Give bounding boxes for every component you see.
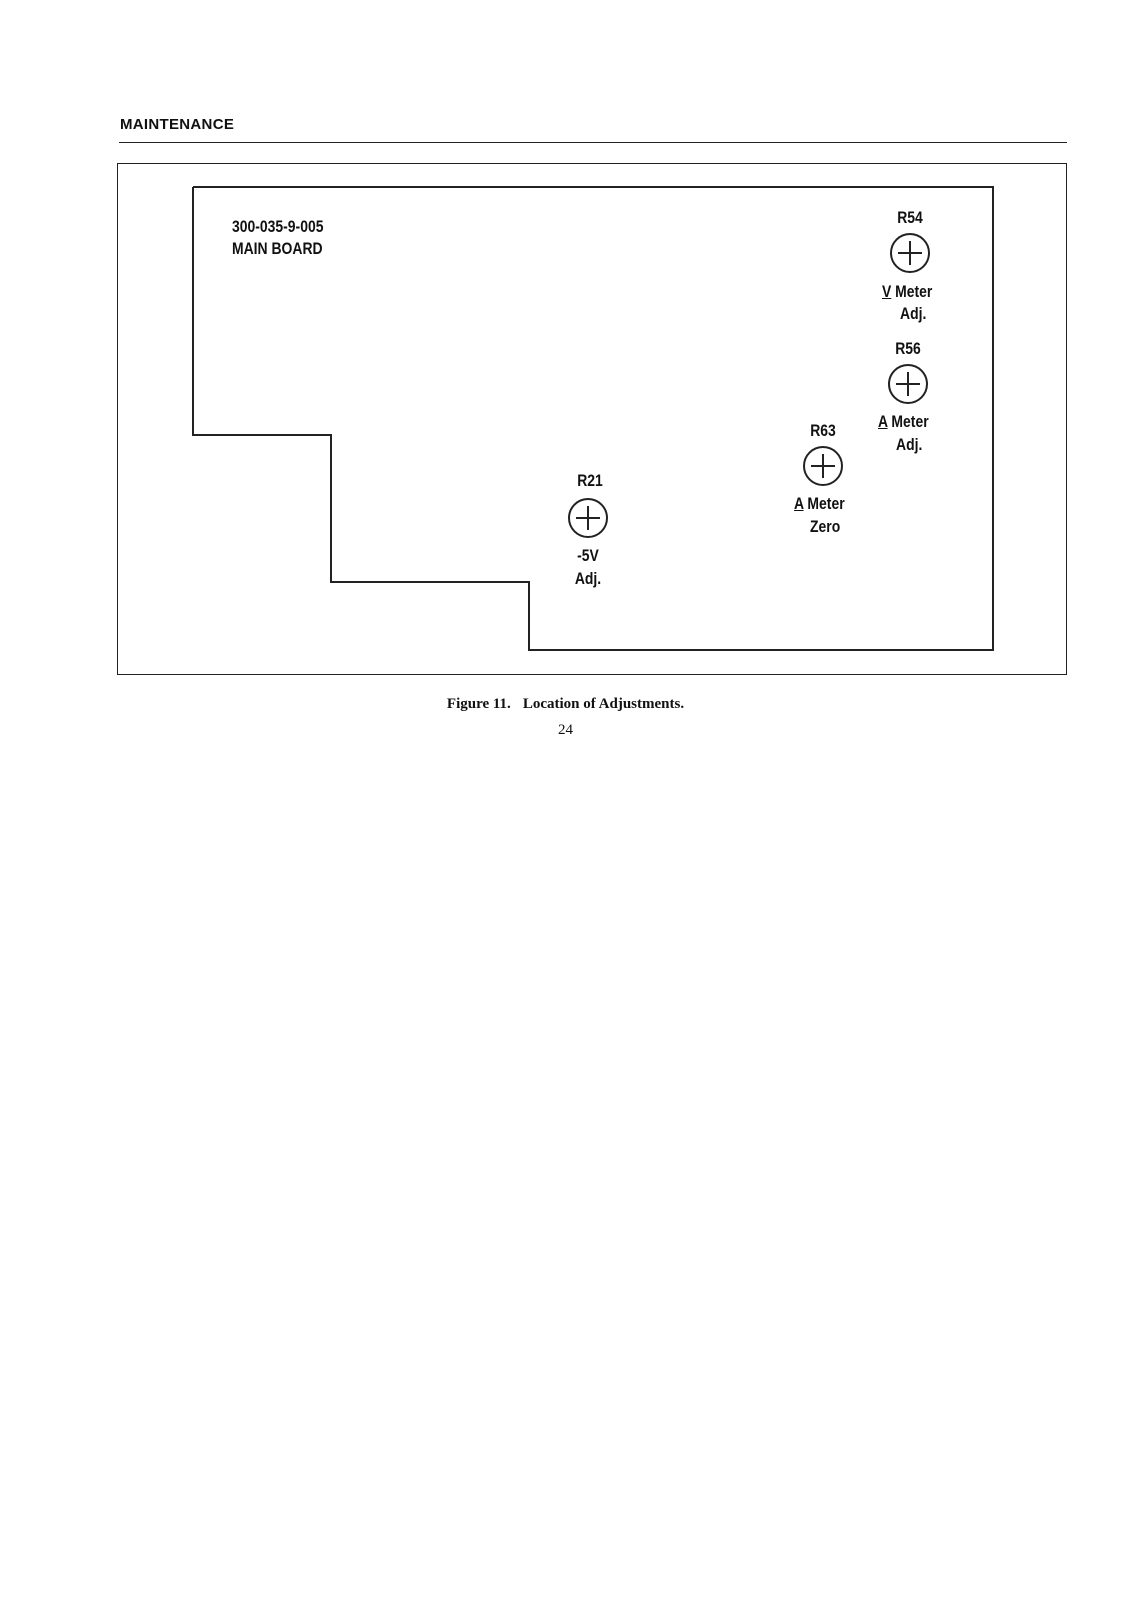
r63-zero-label: Zero: [810, 517, 841, 536]
r54-adj-label: Adj.: [900, 304, 927, 323]
r54-function-letter: V: [882, 282, 892, 301]
figure-caption: [0, 696, 1131, 713]
potentiometer-icon-r56: [889, 365, 927, 403]
r63-function-letter: A: [794, 494, 804, 513]
r21-adj-label: Adj.: [574, 569, 602, 588]
r54-ref-label: R54: [897, 208, 923, 227]
section-header: MAINTENANCE: [120, 116, 235, 133]
r54-function-rest: Meter: [891, 282, 933, 301]
r56-function-label: [878, 411, 929, 433]
r56-adj-label: Adj.: [896, 435, 923, 454]
r21-ref-label: R21: [577, 471, 603, 490]
r21-voltage-label: -5V: [577, 546, 599, 565]
potentiometer-icon-r63: [804, 447, 842, 485]
r56-function-letter: A: [878, 412, 888, 431]
page-number: 24: [558, 722, 573, 738]
r63-ref-label: R63: [810, 421, 836, 440]
board-part-number: 300-035-9-005: [232, 217, 324, 236]
r56-ref-label: R56: [895, 339, 921, 358]
r63-function-label: [794, 493, 845, 515]
board-name: MAIN BOARD: [232, 239, 323, 258]
r56-function-rest: Meter: [887, 412, 929, 431]
r54-function-label: [882, 281, 932, 303]
potentiometer-icon-r54: [891, 234, 929, 272]
r63-function-rest: Meter: [803, 494, 845, 513]
figure-title: Location of Adjustments.: [522, 696, 685, 712]
potentiometer-icon-r21: [569, 499, 607, 537]
figure-number: Figure 11.: [446, 696, 511, 712]
